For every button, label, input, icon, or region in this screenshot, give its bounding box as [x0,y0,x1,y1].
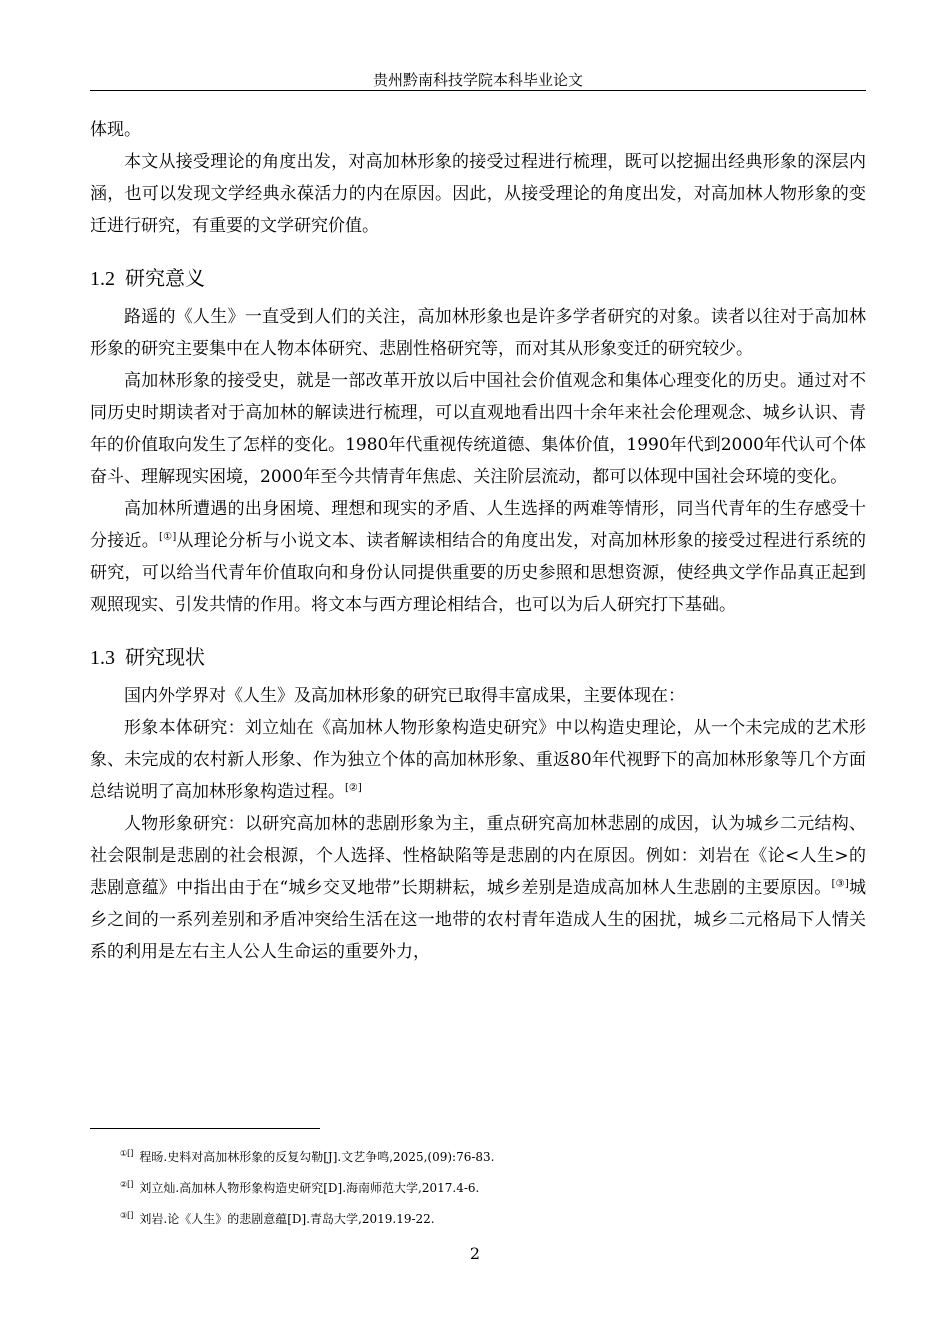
paragraph: 高加林形象的接受史，就是一部改革开放以后中国社会价值观念和集体心理变化的历史。通过对不同历史时期读者对于高加林的解读进行梳理，可以直观地看出四十余年来社会伦理观念、城乡认识、青年的价值取向发生了怎样的变化。1980年代重视传统道德、集体价值，1990年代到2000年代认可个体奋斗、理解现实困境，2000年至今共情青年焦虑、关注阶层流动，都可以体现中国社会环境的变化。 [90,371,866,487]
body-text [90,114,866,968]
paragraph-text: 从理论分析与小说文本、读者解读相结合的角度出发，对高加林形象的接受过程进行系统的研究，可以给当代青年价值取向和身份认同提供重要的历史参照和思想资源，使经典文学作品真正起到观照现实、引发共情的作用。将文本与西方理论相结合，也可以为后人研究打下基础。 [90,531,867,615]
footnote-rule [90,1128,320,1129]
paragraph-text: 形象本体研究：刘立灿在《高加林人物形象构造史研究》中以构造史理论，从一个未完成的艺术形象、未完成的农村新人形象、作为独立个体的高加林形象、重返80年代视野下的高加林形象等几个方面总结说明了高加林形象构造过程。 [90,718,866,802]
paragraph: 路遥的《人生》一直受到人们的关注，高加林形象也是许多学者研究的对象。读者以往对于高加林形象的研究主要集中在人物本体研究、悲剧性格研究等，而对其从形象变迁的研究较少。 [90,307,866,359]
footnote-text: 刘岩.论《人生》的悲剧意蕴[D].青岛大学,2019.19-22. [139,1212,435,1226]
paragraph [90,712,866,808]
footnote-text: 刘立灿.高加林人物形象构造史研究[D].海南师范大学,2017.4-6. [139,1181,480,1195]
paragraph [90,808,866,968]
paragraph-text: 城乡之间的一系列差别和矛盾冲突给生活在这一地带的农村青年造成人生的困扰，城乡二元格局下人情关系的利用是左右主人公人生命运的重要外力， [90,878,866,962]
page-number: 2 [469,1244,481,1263]
footnote-mark: ②[] [120,1180,134,1189]
footnote-mark: ①[] [120,1149,134,1158]
paragraph: 体现。 [90,120,141,140]
section-number: 1.3 [90,647,115,669]
footnote-text: 程旸.史料对高加林形象的反复勾勒[J].文艺争鸣,2025,(09):76-83. [139,1150,495,1164]
footnote [120,1208,860,1227]
paragraph [90,493,866,621]
footnote-ref-1[interactable]: [①] [158,531,177,543]
footnote-ref-2[interactable]: [②] [345,782,362,794]
footnote-ref-3[interactable]: [③] [831,878,849,890]
footnote [120,1177,860,1196]
paragraph-text: 人物形象研究：以研究高加林的悲剧形象为主，重点研究高加林悲剧的成因，认为城乡二元结构、社会限制是悲剧的社会根源，个人选择、性格缺陷等是悲剧的内在原因。例如：刘岩在《论<人生>的悲剧意蕴》中指出由于在“城乡交叉地带”长期耕耘，城乡差别是造成高加林人生悲剧的主要原因。 [90,814,866,898]
footnotes [120,1146,860,1239]
section-heading-1-3 [90,643,866,672]
section-number: 1.2 [90,268,115,290]
section-heading-1-2 [90,264,866,293]
paragraph-text: 高加林所遭遇的出身困境、理想和现实的矛盾、人生选择的两难等情形，同当代青年的生存感受十分接近。 [90,499,866,551]
paragraph: 本文从接受理论的角度出发，对高加林形象的接受过程进行梳理，既可以挖掘出经典形象的深层内涵，也可以发现文学经典永葆活力的内在原因。因此，从接受理论的角度出发，对高加林人物形象的变迁进行研究，有重要的文学研究价值。 [90,152,866,236]
section-title: 研究意义 [125,266,205,290]
header-rule [90,90,866,91]
section-title: 研究现状 [125,645,205,669]
page-header: 贵州黔南科技学院本科毕业论文 [372,71,583,89]
footnote-mark: ③[] [120,1211,134,1220]
paragraph: 国内外学界对《人生》及高加林形象的研究已取得丰富成果，主要体现在： [124,686,685,706]
footnote [120,1146,860,1165]
